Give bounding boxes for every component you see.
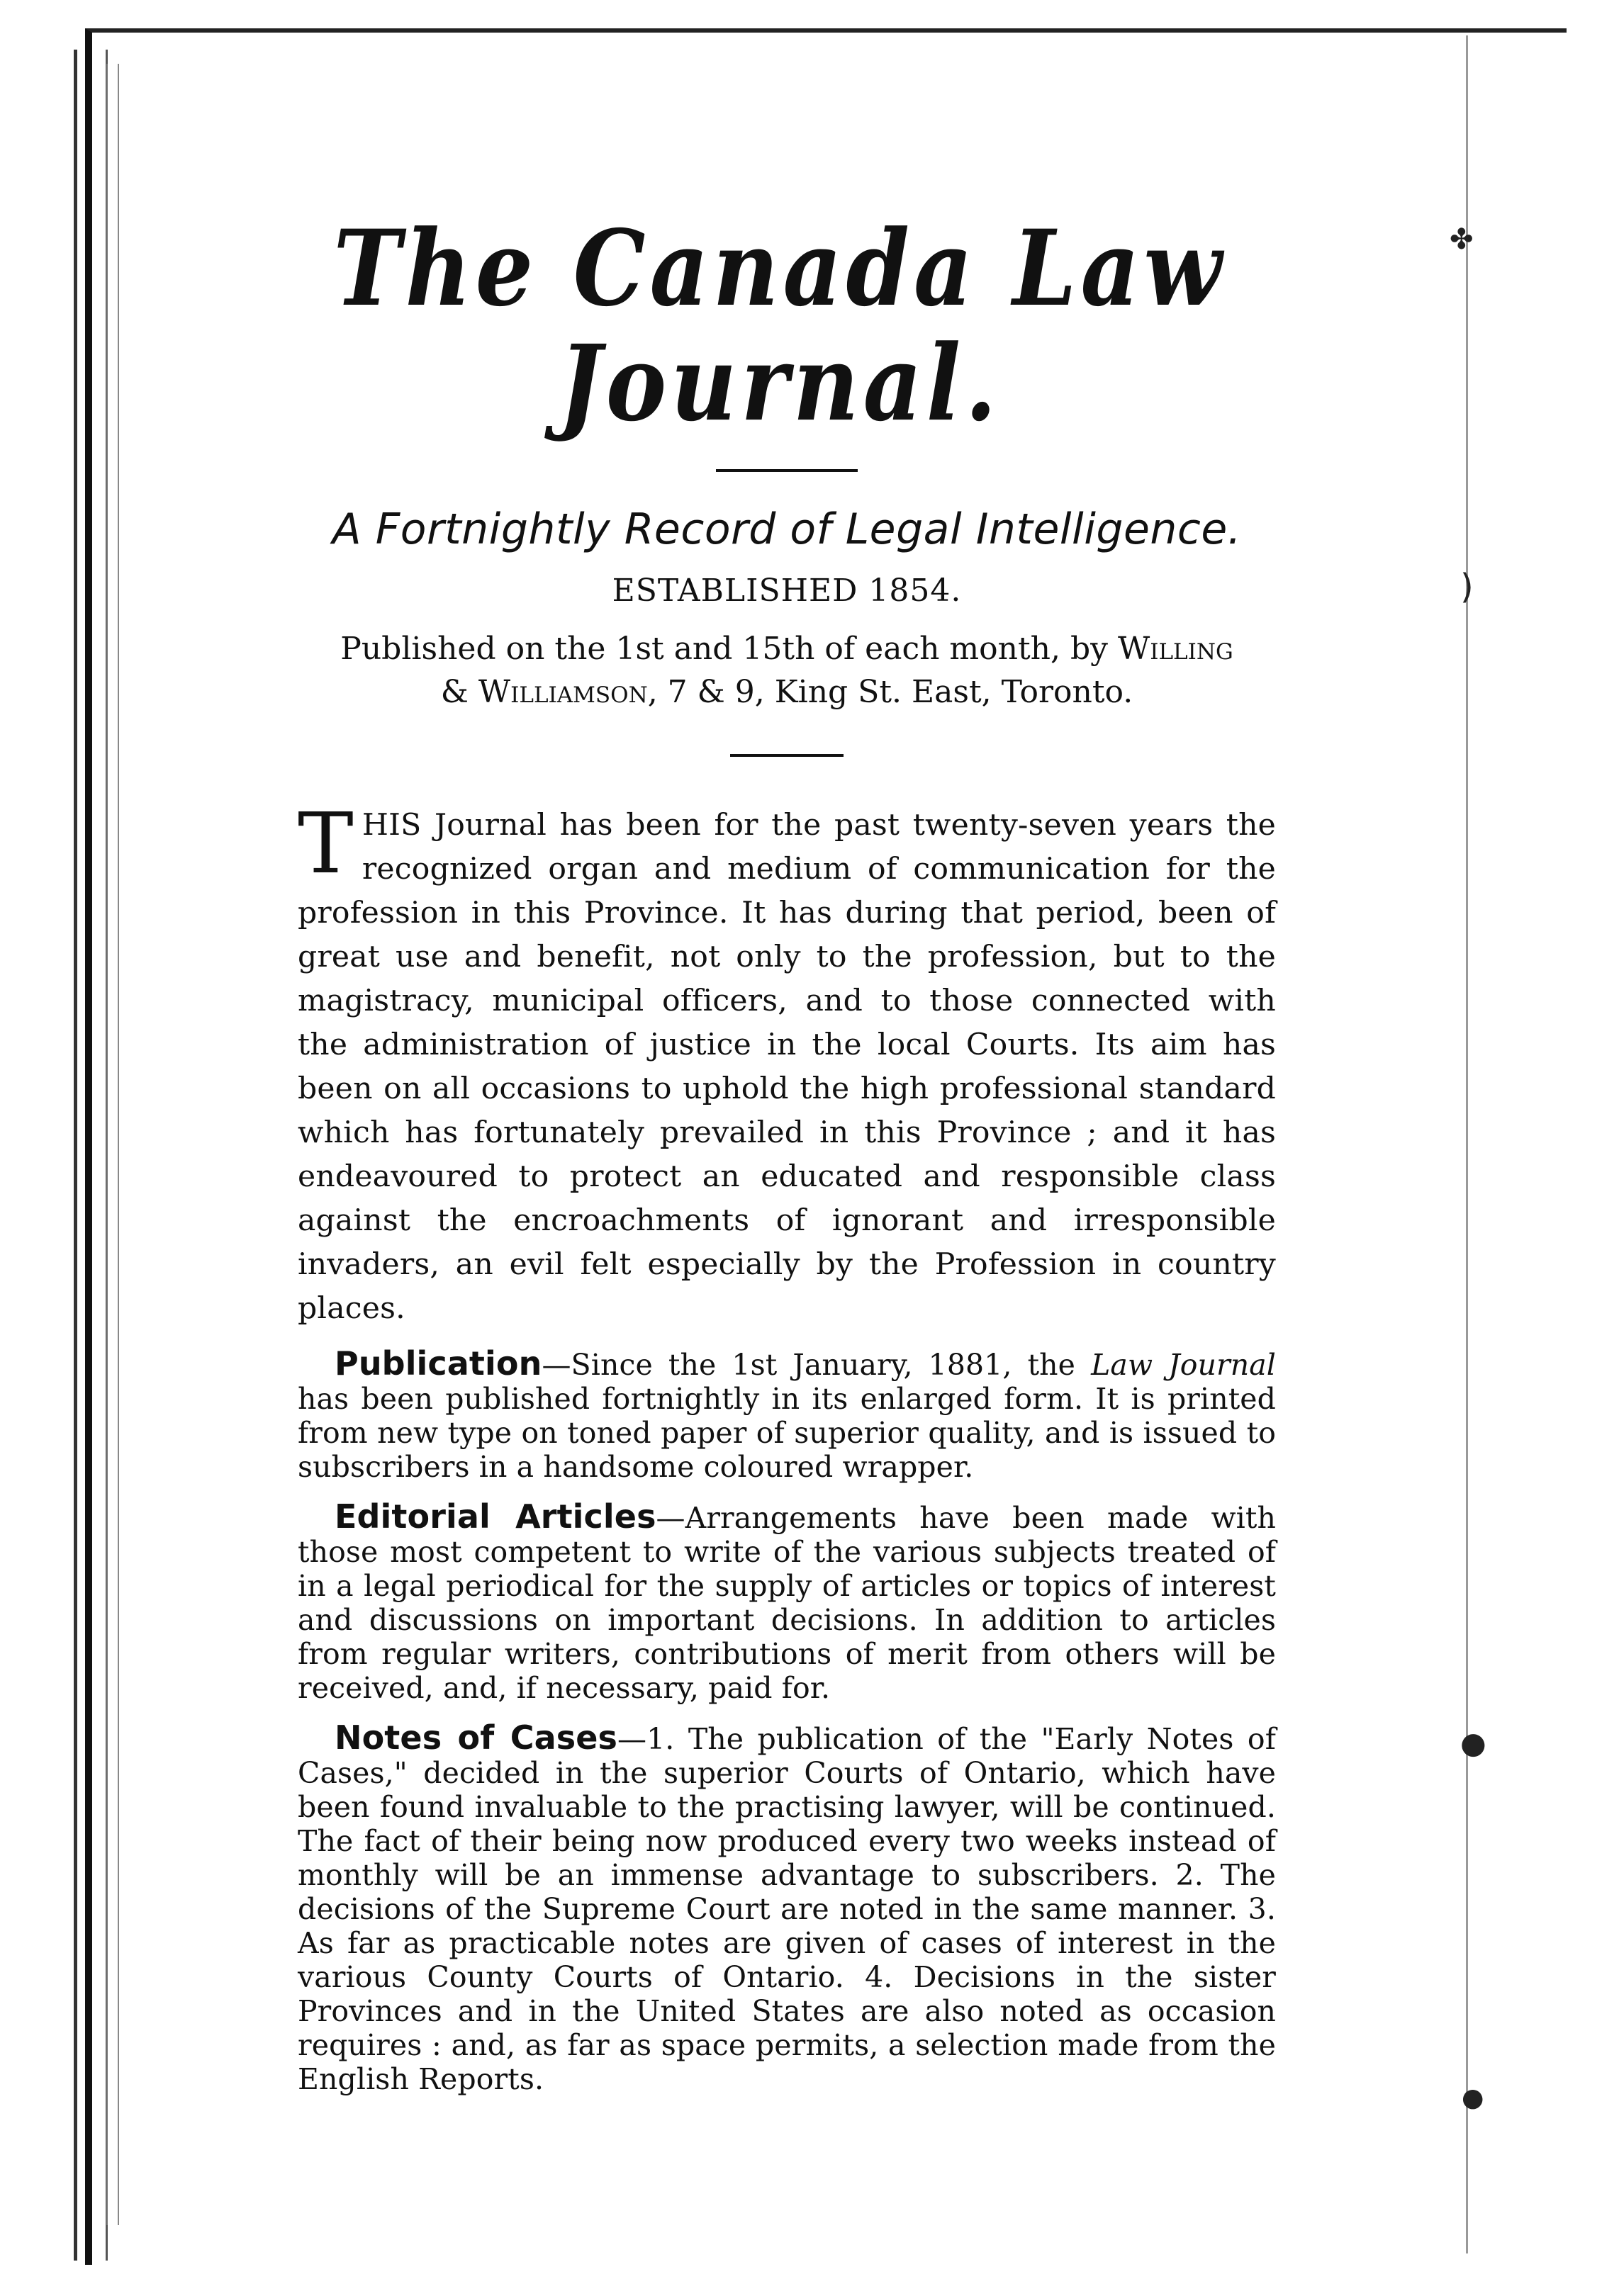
publisher-line1: Published on the 1st and 15th of each month, by [340,630,1108,667]
publisher-name-a: Willing [1117,630,1233,667]
scan-page-edges [74,50,108,2261]
scan-speck-mark: ● [1462,2083,1484,2112]
intro-text: HIS Journal has been for the past twenty-seven years the recognized organ and medium of communication for the profession in this Province. It has during that period, been of great use and benefit, not only to the profession, but to the magistracy, municipal officers, and to those connected with the administration of justice in the local Courts. Its aim has been on all occasions to uphold the high professional standard which has fortunately prevailed in this Province ; and it has endeavoured to protect an educated and responsible class against the encroachments of ignorant and irresponsible invaders, an evil felt especially by the Profession in country places. [298,807,1276,1326]
section-notes-of-cases [298,1718,1276,2096]
established-line: ESTABLISHED 1854. [612,572,962,609]
section-publication [298,1346,1276,1484]
section-body-italic: Law Journal [1091,1347,1276,1382]
journal-page [298,208,1276,2096]
scan-right-edge [1466,35,1472,2253]
section-editorial-articles [298,1499,1276,1705]
drop-cap: T [298,794,354,892]
masthead-title: The Canada Law Journal. [333,208,1226,445]
intro-paragraph [298,794,1276,1331]
scan-speck-mark: ● [1460,1726,1486,1760]
publisher-address: , 7 & 9, King St. East, Toronto. [647,674,1133,711]
section-heading: Publication [335,1344,542,1383]
divider-rule [716,469,858,472]
section-heading: Editorial Articles [335,1497,656,1536]
publisher-ampersand: & [440,674,469,711]
section-body: —1. The publication of the "Early Notes of Cases," decided in the superior Courts of Ontario, which have been found invaluable to the practising lawyer, will be continued. The fact of their being now produced every two weeks instead of monthly will be an immense advantage to subscribers. 2. The decisions of the Supreme Court are noted in the same manner. 3. As far as practicable notes are given of cases of interest in the various County Courts of Ontario. 4. Decisions in the sister Provinces and in the United States are also noted as occasion requires : and, as far as space permits, a selection made from the English Reports. [298,1721,1276,2096]
publisher-info [298,627,1276,714]
subtitle: A Fortnightly Record of Legal Intelligence. [332,504,1242,554]
publisher-name-b: Williamson [478,674,648,711]
scan-speck-mark: ✤ [1450,223,1474,256]
scan-speck-mark: ) [1460,567,1474,607]
section-body: has been published fortnightly in its enlarged form. It is printed from new type on toned paper of superior quality, and is issued to subscribers in a handsome coloured wrapper. [298,1381,1276,1484]
section-heading: Notes of Cases [335,1718,618,1757]
section-body: —Arrangements have been made with those most competent to write of the various subjects treated of in a legal periodical for the supply of articles or topics of interest and discussions on important decisions. In addition to articles from regular writers, contributions of merit from others will be received, and, if necessary, paid for. [298,1500,1276,1705]
section-body: —Since the 1st January, 1881, the [542,1347,1092,1382]
divider-rule [730,754,844,757]
scan-page-edges-inner [106,64,119,2225]
